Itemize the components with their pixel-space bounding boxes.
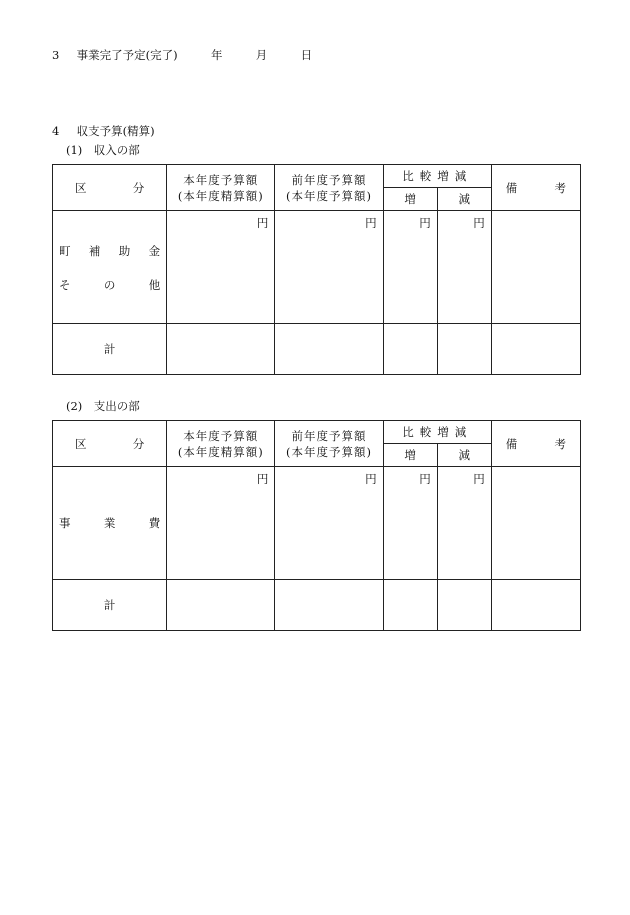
header-kubun: 区 分 [53,421,167,467]
section-4-line [52,123,155,139]
expense-prev-cell: 円 [275,467,383,580]
header-increase: 増 [383,188,437,211]
header-remarks: 備 考 [491,421,580,467]
expense-total-label: 計 [53,580,167,631]
day-label: 日 [300,48,313,62]
expense-title: (2) 支出の部 [66,399,140,413]
income-total-prev [275,324,383,375]
income-remarks-cell [491,211,580,324]
section-3-line [52,47,312,63]
income-prev-cell: 円 [275,211,383,324]
header-kubun: 区 分 [53,165,167,211]
header-prev-budget: 前年度予算額 (本年度予算額) [275,421,383,467]
income-total-decrease [437,324,491,375]
income-total-increase [383,324,437,375]
section-4-label: 収支予算(精算) [76,124,155,138]
income-row-subsidy: 町 補 助 金 [59,244,161,258]
header-comparison: 比較増減 [383,165,491,188]
expense-row-project-cost: 事 業 費 [59,516,161,530]
expense-decrease-cell: 円 [437,467,491,580]
header-increase: 増 [383,444,437,467]
expense-remarks-cell [491,467,580,580]
expense-total-remarks [491,580,580,631]
income-items-cell [53,211,167,324]
expense-increase-cell: 円 [383,467,437,580]
income-total-current [167,324,275,375]
header-decrease: 減 [437,444,491,467]
month-label: 月 [255,48,268,62]
expense-total-prev [275,580,383,631]
expense-total-increase [383,580,437,631]
expense-total-decrease [437,580,491,631]
income-row-other: そ の 他 [59,278,161,292]
expense-items-cell [53,467,167,580]
section-4-number: 4 [52,124,60,138]
income-decrease-cell: 円 [437,211,491,324]
header-decrease: 減 [437,188,491,211]
income-increase-cell: 円 [383,211,437,324]
header-current-budget: 本年度予算額 (本年度精算額) [167,421,275,467]
section-3-number: 3 [52,48,60,62]
year-label: 年 [210,48,223,62]
header-comparison: 比較増減 [383,421,491,444]
income-title: (1) 収入の部 [66,143,140,157]
header-remarks: 備 考 [491,165,580,211]
income-total-label: 計 [53,324,167,375]
income-current-cell: 円 [167,211,275,324]
income-total-remarks [491,324,580,375]
expense-total-current [167,580,275,631]
header-prev-budget: 前年度予算額 (本年度予算額) [275,165,383,211]
section-3-label: 事業完了予定(完了) [76,48,178,62]
expense-table [52,420,581,631]
header-current-budget: 本年度予算額 (本年度精算額) [167,165,275,211]
expense-current-cell: 円 [167,467,275,580]
income-table [52,164,581,375]
